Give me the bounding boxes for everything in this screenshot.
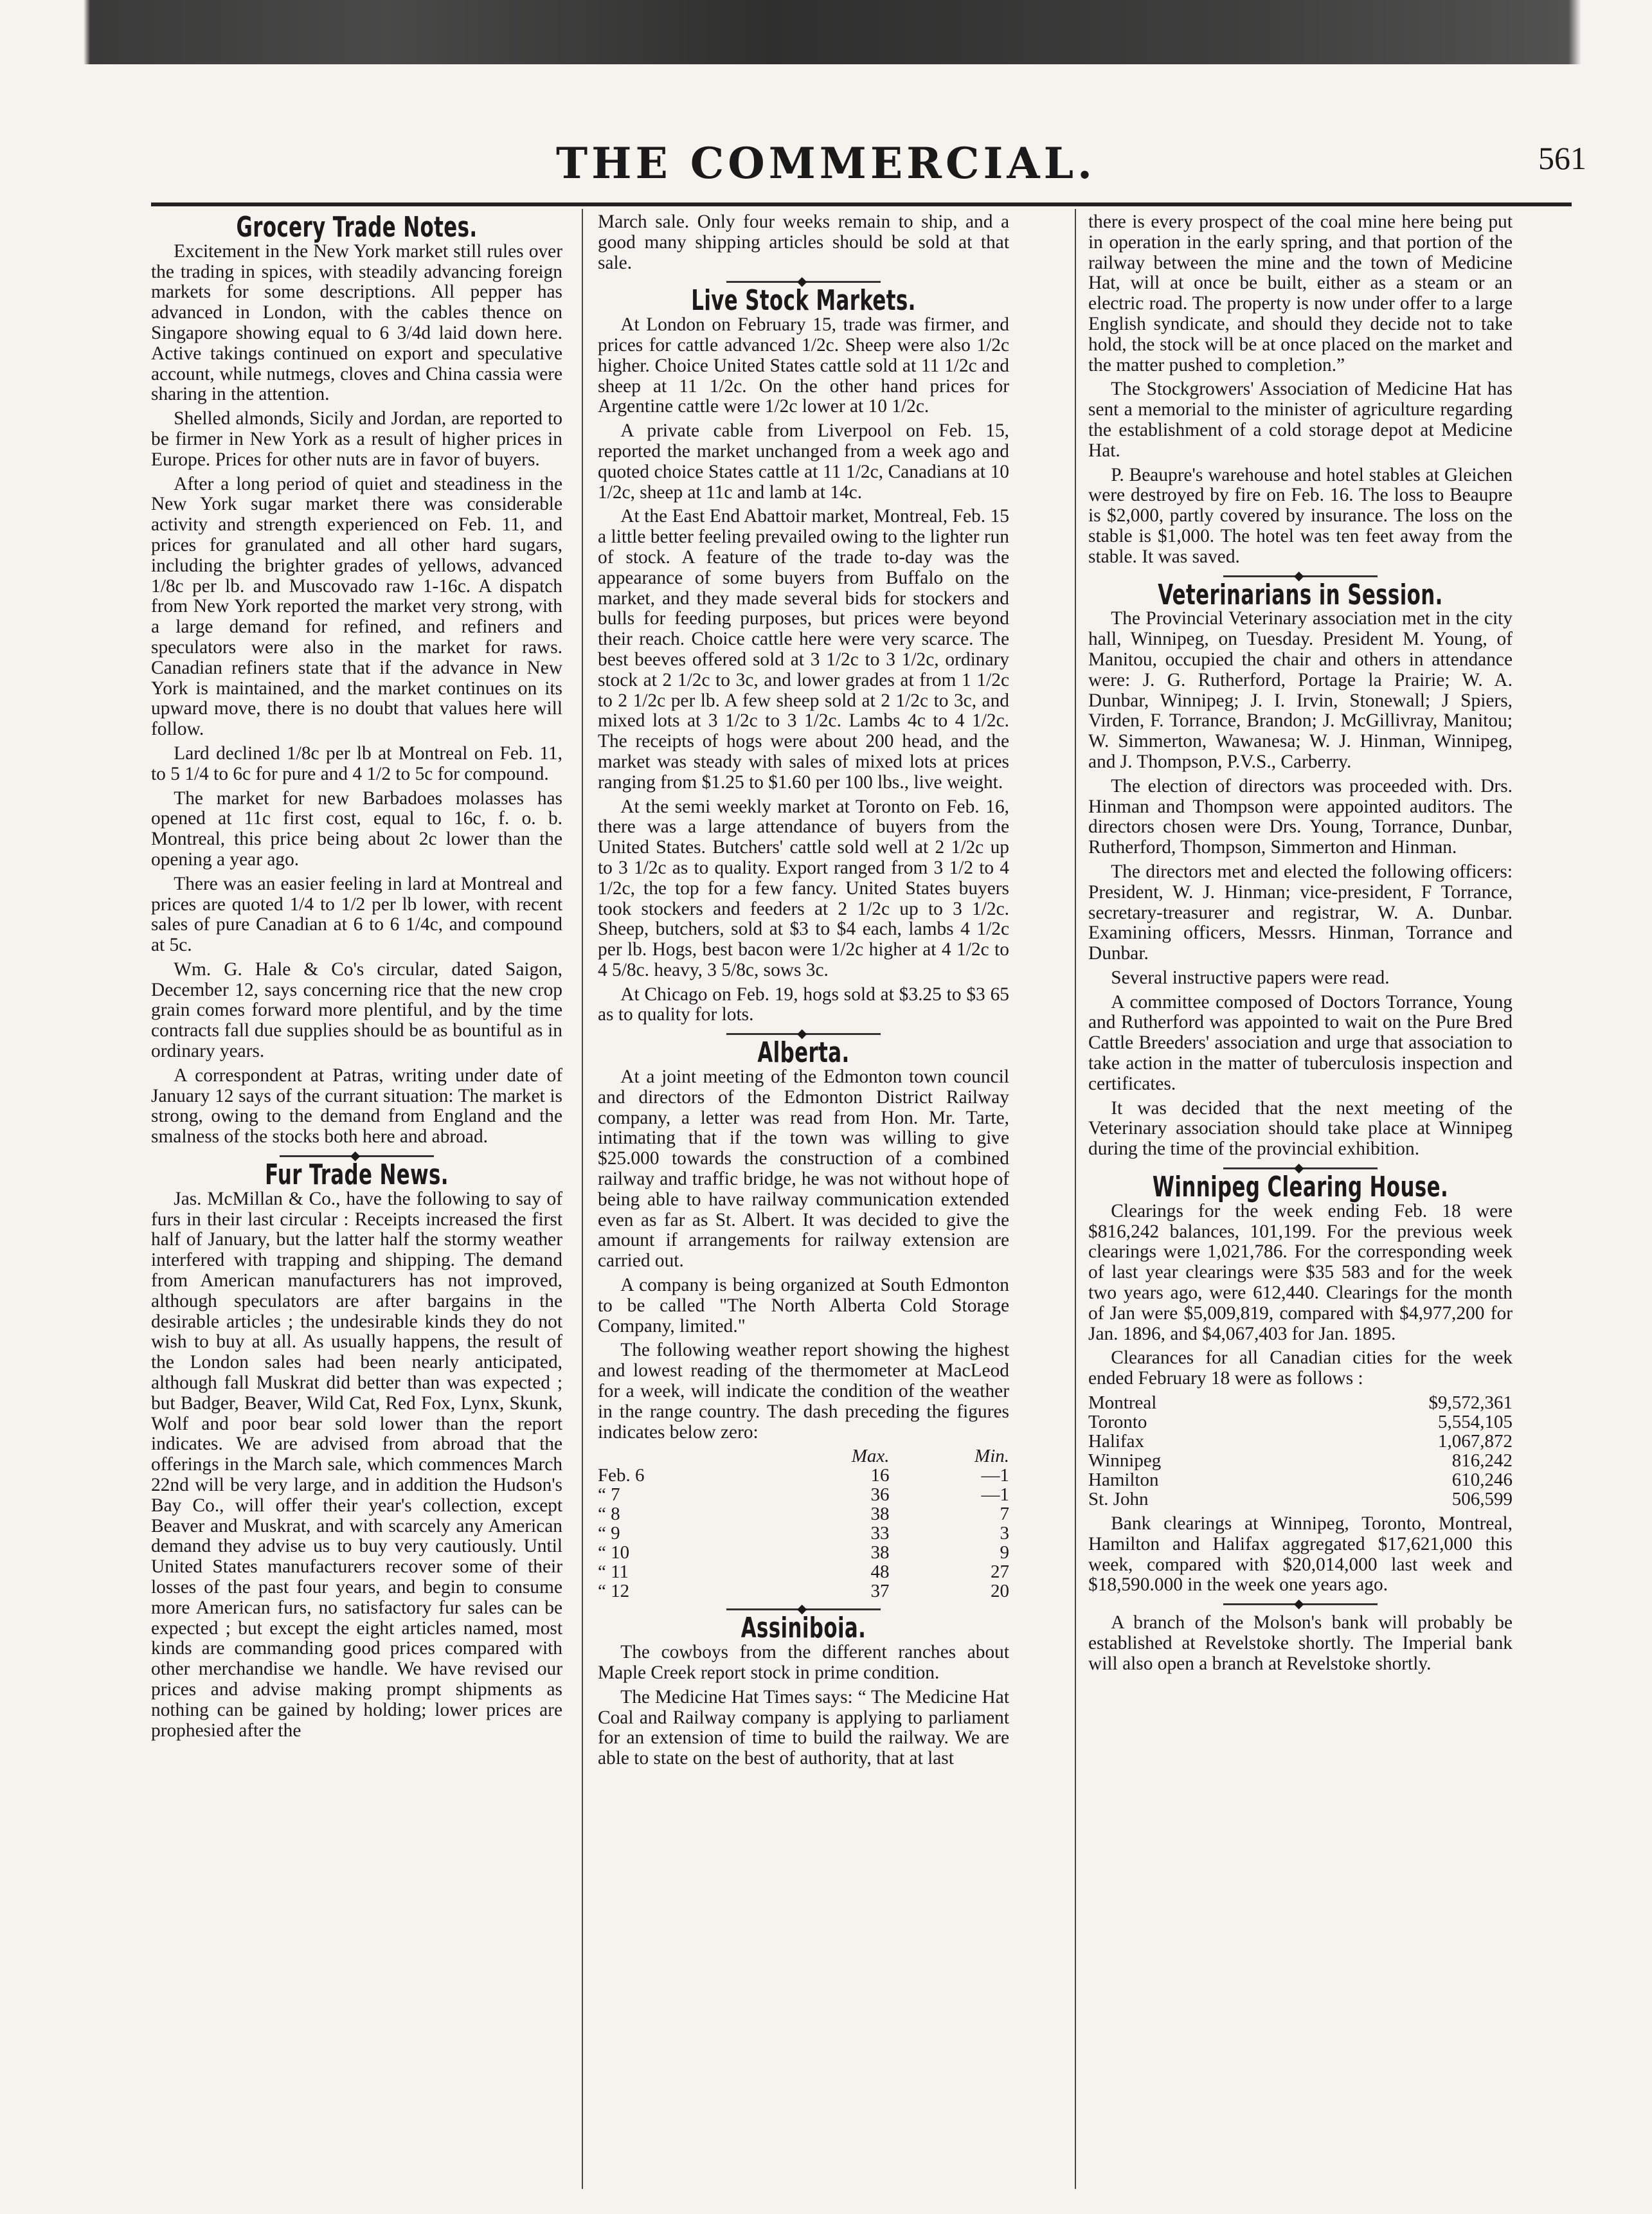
paragraph: The election of directors was proceeded with. Drs. Hinman and Thompson were appointed auditors. The directors chosen were Drs. Young, Torrance, Dunbar, Rutherford, Thompson, Simmerton and Hinman. [1088, 775, 1513, 858]
section-heading-assiniboia: Assiniboia. [741, 1612, 866, 1645]
paragraph: Clearings for the week ending Feb. 18 were $816,242 balances, 101,199. For the previous week clearings were 1,021,786. For the corresponding week of last year clearings were $35 583 and for the week two years ago, were 612,440. Clearings for the month of Jan were $5,009,819, compared with $4,977,200 for Jan. 1896, and $4,067,403 for Jan. 1895. [1088, 1200, 1513, 1344]
table-cell: 3 [1000, 1523, 1009, 1544]
paragraph: There was an easier feeling in lard at Montreal and prices are quoted 1/4 to 1/2 per lb lower, with recent sales of pure Canadian at 6 to 6 1/4c, and compound at 5c. [151, 873, 562, 956]
table-row [1088, 1393, 1513, 1412]
table-cell: —1 [981, 1484, 1009, 1506]
table-cell: 38 [870, 1504, 890, 1525]
section-separator [726, 281, 881, 283]
paragraph: The Stockgrowers' Association of Medicine Hat has sent a memorial to the minister of agriculture regarding the establishment of a cold storage depot at Medicine Hat. [1088, 379, 1513, 461]
paragraph: Excitement in the New York market still rules over the trading in spices, with steadily advancing foreign markets for some descriptions. All pepper has advanced in London, with the cables thence on Singapore showing equal to 6 3/4d laid down here. Active takings continued on export and speculative account, while nutmegs, cloves and China cassia were sharing in the attention. [151, 240, 562, 405]
paragraph: P. Beaupre's warehouse and hotel stables at Gleichen were destroyed by fire on Feb. 16. The loss to Beaupre is $2,000, partly covered by insurance. The loss on the stable is $1,000. The hotel was ten feet away from the stable. It was saved. [1088, 464, 1513, 567]
section-heading-alberta: Alberta. [757, 1036, 850, 1070]
paragraph: The Medicine Hat Times says: “ The Medicine Hat Coal and Railway company is applying to parliament for an extension of time to build the railway. We are able to state on the best of authority, that at last [598, 1686, 1009, 1769]
table-header [598, 1446, 1009, 1466]
paragraph: A committee composed of Doctors Torrance, Young and Rutherford was appointed to wait on the Pure Bred Cattle Breeders' association and urge that association to take action in the matter of tuberculosis inspection and certificates. [1088, 991, 1513, 1094]
column-divider [1075, 209, 1076, 2189]
table-cell: “ 7 [598, 1484, 620, 1506]
paragraph: March sale. Only four weeks remain to ship, and a good many shipping articles should be sold at that sale. [598, 212, 1009, 273]
section-heading-livestock: Live Stock Markets. [691, 284, 916, 318]
page-title: THE COMMERCIAL. [555, 138, 1097, 188]
table-row [1088, 1451, 1513, 1470]
table-cell: 816,242 [1451, 1450, 1513, 1472]
table-row [1088, 1490, 1513, 1509]
paragraph: Jas. McMillan & Co., have the following to say of furs in their last circular : Receipts increased the first half of January, but the latter half the stormy weather interfered with trapping and shipping. The demand from American manufacturers has not improved, although speculators are after bargains in the desirable articles ; the undesirable kinds they do not wish to buy at all. As usually happens, the result of the London sales had been nearly anticipated, although fall Muskrat did better than was expected ; but Badger, Beaver, Wild Cat, Red Fox, Lynx, Skunk, Wolf and poor bear sold lower than the report indicates. We are advised from abroad that the offerings in the March sale, which commences March 22nd will be very large, and in addition the Hudson's Bay Co., will offer their year's collection, except Beaver and Muskrat, and with scarcely any American demand they advise us to buy very cautiously. Until United States manufacturers recover some of their losses of the past four years, and begin to consume more American furs, no satisfactory fur sales can be expected ; but except the eight articles named, most kinds are commanding good prices compared with other merchandise we handle. We have revised our prices and advise making prompt shipments as nothing can be gained by holding; lower prices are prophesied after the [151, 1188, 562, 1741]
paragraph: Bank clearings at Winnipeg, Toronto, Montreal, Hamilton and Halifax aggregated $17,621,000 this week, compared with $20,014,000 last week and $18,590.000 in the week one years ago. [1088, 1513, 1513, 1596]
paragraph: Several instructive papers were read. [1111, 967, 1390, 988]
table-row [598, 1466, 1009, 1485]
header-rule [151, 203, 1572, 206]
table-row [598, 1543, 1009, 1562]
table-cell: 9 [1000, 1542, 1009, 1563]
table-cell: Halifax [1088, 1431, 1144, 1452]
column-header: Max. [851, 1446, 890, 1467]
table-cell: “ 12 [598, 1581, 630, 1602]
scan-edge-band [0, 0, 1652, 64]
table-cell: “ 10 [598, 1542, 630, 1563]
clearances-table [1088, 1393, 1513, 1509]
section-heading-fur: Fur Trade News. [265, 1158, 449, 1192]
column-1 [151, 212, 562, 2186]
section-separator [1223, 575, 1378, 577]
table-row [598, 1581, 1009, 1601]
paragraph: there is every prospect of the coal mine here being put in operation in the early spring, and that portion of the railway between the mine and the town of Medicine Hat, will at once be built, either as a steam or an electric road. The property is now under offer to a large English syndicate, and should they decide not to take hold, the stock will be at once placed on the market and the matter pushed to completion.” [1088, 212, 1513, 375]
paragraph: A branch of the Molson's bank will probably be established at Revelstoke shortly. The Imperial bank will also open a branch at Revelstoke shortly. [1088, 1612, 1513, 1674]
paragraph: The cowboys from the different ranches about Maple Creek report stock in prime condition. [598, 1642, 1009, 1684]
paragraph: At London on February 15, trade was firmer, and prices for cattle advanced 1/2c. Sheep were also 1/2c higher. Choice United States cattle sold at 11 1/2c and sheep at 11 1/2c. On the other hand prices for Argentine cattle were 1/2c lower at 10 1/2c. [598, 314, 1009, 417]
column-divider [582, 209, 583, 2189]
table-row [598, 1562, 1009, 1581]
paragraph: A correspondent at Patras, writing under date of January 12 says of the currant situation: The market is strong, owing to the demand from England and the smalness of the stocks both here and abroad. [151, 1065, 562, 1148]
table-cell: $9,572,361 [1428, 1392, 1513, 1414]
table-row [598, 1524, 1009, 1543]
section-heading-grocery: Grocery Trade Notes. [236, 212, 478, 244]
table-cell: 20 [991, 1581, 1009, 1602]
table-cell: Hamilton [1088, 1470, 1159, 1491]
table-cell: 27 [991, 1562, 1009, 1583]
paragraph: A company is being organized at South Edmonton to be called "The North Alberta Cold Storage Company, limited." [598, 1275, 1009, 1336]
table-cell: Montreal [1088, 1392, 1157, 1414]
paragraph: At Chicago on Feb. 19, hogs sold at $3.25 to $3 65 as to quality for lots. [598, 984, 1009, 1025]
column-header: Min. [974, 1446, 1009, 1467]
paragraph: At a joint meeting of the Edmonton town council and directors of the Edmonton District Railway company, a letter was read from Hon. Mr. Tarte, intimating that if the town was willing to give $25.000 towards the construction of a combined railway and traffic bridge, he was not without hope of being able to have railway communication extended even as far as St. Albert. It was decided to give the amount if arrangements for railway extension are carried out. [598, 1066, 1009, 1272]
masthead [0, 138, 1652, 190]
table-row [598, 1504, 1009, 1524]
section-heading-veterinarians: Veterinarians in Session. [1158, 578, 1443, 611]
column-2 [598, 212, 1009, 2186]
table-row [598, 1485, 1009, 1504]
paragraph: After a long period of quiet and steadiness in the New York sugar market there was considerable activity and strength experienced on Feb. 11, and prices for granulated and all other hard sugars, including the brighter grades of yellows, advanced 1/8c per lb. and Muscovado raw 1-16c. A dispatch from New York reported the market very strong, with a large demand for refined, and refiners and speculators were also in the market for raws. Canadian refiners state that if the advance in New York is maintained, and the market continues on its upward move, there is no doubt that values here will follow. [151, 473, 562, 740]
table-cell: 36 [870, 1484, 890, 1506]
paragraph: The Provincial Veterinary association met in the city hall, Winnipeg, on Tuesday. President M. Young, of Manitou, occupied the chair and others in attendance were: J. G. Rutherford, Portage la Prairie; W. A. Dunbar, Winnipeg; J. I. Irvin, Stonewall; J Spiers, Virden, F. Torrance, Brandon; J. McGillivray, Manitou; W. Simmerton, Wawanesa; W. J. Hinman, Winnipeg, and J. Thompson, P.V.S., Carberry. [1088, 608, 1513, 772]
table-cell: 37 [870, 1581, 890, 1602]
section-separator [1223, 1167, 1378, 1169]
table-cell: St. John [1088, 1489, 1149, 1510]
section-separator [726, 1608, 881, 1610]
table-cell: 7 [1000, 1504, 1009, 1525]
section-separator [280, 1155, 434, 1157]
table-cell: 5,554,105 [1438, 1412, 1513, 1433]
table-cell: —1 [981, 1465, 1009, 1486]
table-cell: 16 [870, 1465, 890, 1486]
paragraph: It was decided that the next meeting of the Veterinary association should take place at Winnipeg during the time of the provincial exhibition. [1088, 1097, 1513, 1160]
column-3 [1088, 212, 1513, 2186]
table-cell: “ 9 [598, 1523, 620, 1544]
table-cell: Feb. 6 [598, 1465, 645, 1486]
paragraph: Shelled almonds, Sicily and Jordan, are reported to be firmer in New York as a result of higher prices in Europe. Prices for other nuts are in favor of buyers. [151, 408, 562, 470]
table-cell: 48 [870, 1562, 890, 1583]
page-number: 561 [1538, 140, 1586, 176]
table-row [1088, 1412, 1513, 1432]
paragraph: Clearances for all Canadian cities for the week ended February 18 were as follows : [1088, 1347, 1513, 1389]
table-row [1088, 1432, 1513, 1451]
table-cell: 506,599 [1451, 1489, 1513, 1510]
paragraph: The market for new Barbadoes molasses has opened at 11c first cost, equal to 16c, f. o. b. Montreal, this price being about 2c lower than the opening a year ago. [151, 788, 562, 870]
paragraph: A private cable from Liverpool on Feb. 15, reported the market unchanged from a week ago and quoted choice States cattle at 11 1/2c, Canadians at 10 1/2c, sheep at 11c and lamb at 14c. [598, 420, 1009, 503]
weather-table [598, 1446, 1009, 1601]
paragraph: At the East End Abattoir market, Montreal, Feb. 15 a little better feeling prevailed owing to the lighter run of stock. A feature of the trade to-day was the appearance of some buyers from Buffalo on the market, and they made several bids for stockers and bulls for feeding purposes, but prices were beyond their reach. Choice cattle here were very scarce. The best beeves offered sold at 3 1/2c to 3 1/2c, ordinary stock at 2 1/2c to 3c, and lower grades at from 1 1/2c to 2 1/2c per lb. A few sheep sold at 2 1/2c to 3c, and mixed lots at 3 1/2c to 3 1/2c. Lambs 4c to 4 1/2c. The receipts of hogs were about 200 head, and the market was steady with sales of mixed lots at prices ranging from $1.25 to $1.60 per 100 lbs., live weight. [598, 506, 1009, 793]
table-cell: 33 [870, 1523, 890, 1544]
section-heading-clearing-house: Winnipeg Clearing House. [1152, 1171, 1449, 1204]
table-cell: “ 8 [598, 1504, 620, 1525]
paragraph: Lard declined 1/8c per lb at Montreal on Feb. 11, to 5 1/4 to 6c for pure and 4 1/2 to 5c for compound. [151, 742, 562, 784]
table-row [1088, 1470, 1513, 1490]
table-cell: 610,246 [1451, 1470, 1513, 1491]
paragraph: The directors met and elected the following officers: President, W. J. Hinman; vice-president, F Torrance, secretary-treasurer and registrar, W. A. Dunbar. Examining officers, Messrs. Hinman, Torrance and Dunbar. [1088, 861, 1513, 964]
section-separator [1223, 1603, 1378, 1605]
section-separator [726, 1033, 881, 1035]
table-cell: “ 11 [598, 1562, 629, 1583]
paragraph: The following weather report showing the highest and lowest reading of the thermometer at MacLeod for a week, will indicate the condition of the weather in the range country. The dash preceding the figures indicates below zero: [598, 1340, 1009, 1443]
paragraph: Wm. G. Hale & Co's circular, dated Saigon, December 12, says concerning rice that the new crop grain comes forward more plentiful, and by the time contracts fall due supplies should be as bountiful as in ordinary years. [151, 959, 562, 1062]
table-cell: Toronto [1088, 1412, 1147, 1433]
paragraph: At the semi weekly market at Toronto on Feb. 16, there was a large attendance of buyers from the United States. Butchers' cattle sold well at 2 1/2c up to 3 1/2c as to quality. Export ranged from 3 1/2 to 4 1/2c, the top for a few fancy. United States buyers took stockers and feeders at 2 1/2c up to 3 1/2c. Sheep, butchers, sold at $3 to $4 each, lambs 4 1/2c per lb. Hogs, best bacon were 1/2c higher at 4 1/2c to 4 5/8c. heavy, 3 5/8c, sows 3c. [598, 796, 1009, 980]
table-cell: 1,067,872 [1438, 1431, 1513, 1452]
table-cell: Winnipeg [1088, 1450, 1162, 1472]
table-cell: 38 [870, 1542, 890, 1563]
